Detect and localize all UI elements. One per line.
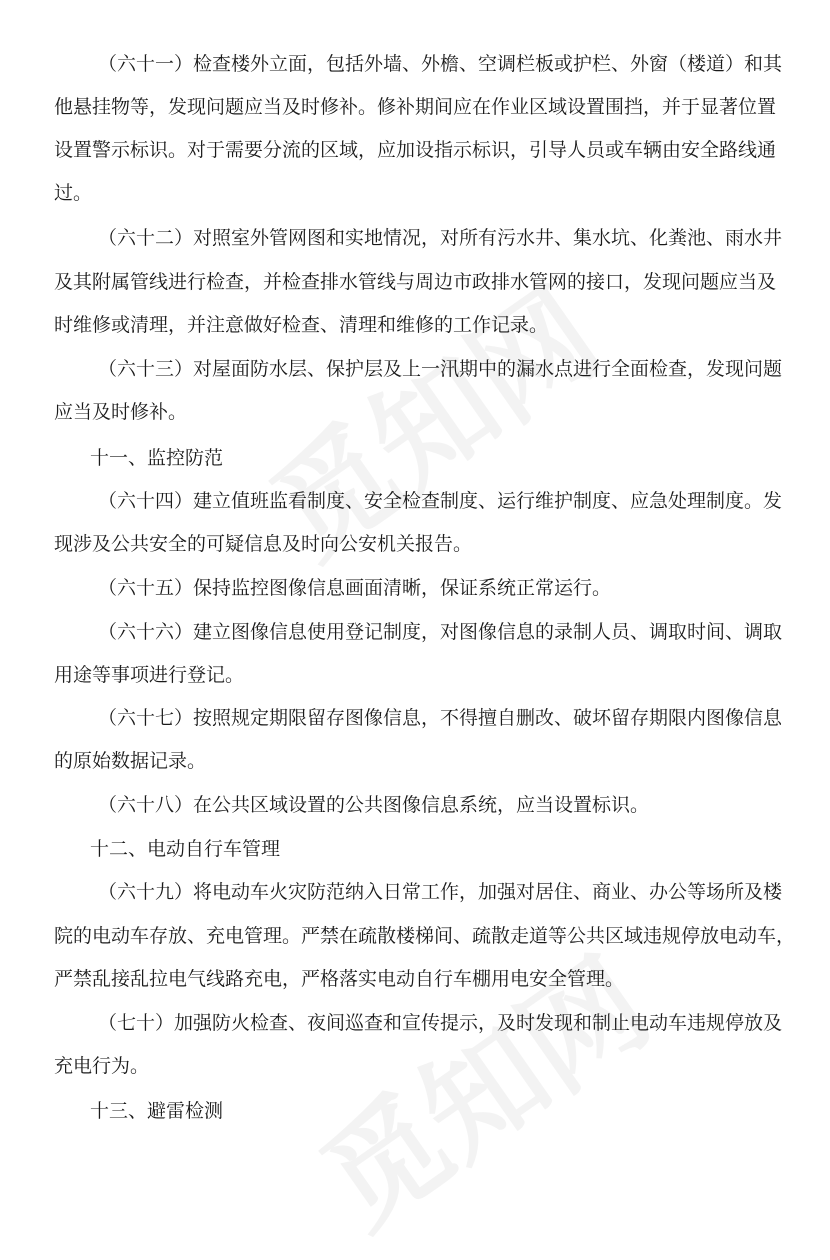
paragraph-69-line-1: （六十九）将电动车火灾防范纳入日常工作，加强对居住、商业、办公等场所及楼 [98, 881, 783, 903]
paragraph-61-line-4: 过。 [54, 182, 93, 204]
paragraph-61-line-2: 他悬挂物等，发现问题应当及时修补。修补期间应在作业区域设置围挡，并于显著位置 [54, 96, 777, 118]
paragraph-61-line-1: （六十一）检查楼外立面，包括外墙、外檐、空调栏板或护栏、外窗（楼道）和其 [98, 53, 783, 75]
paragraph-62-line-1: （六十二）对照室外管网图和实地情况，对所有污水井、集水坑、化粪池、雨水井 [98, 227, 783, 249]
paragraph-67-line-2: 的原始数据记录。 [54, 750, 207, 772]
paragraph-69-line-2: 院的电动车存放、充电管理。严禁在疏散楼梯间、疏散走道等公共区域违规停放电动车， [54, 925, 796, 947]
paragraph-64-line-2: 现涉及公共安全的可疑信息及时向公安机关报告。 [54, 533, 473, 555]
paragraph-63-line-2: 应当及时修补。 [54, 401, 188, 423]
paragraph-67-line-1: （六十七）按照规定期限留存图像信息，不得擅自删改、破坏留存期限内图像信息 [98, 707, 783, 729]
section-heading-11: 十一、监控防范 [90, 447, 224, 469]
paragraph-66-line-1: （六十六）建立图像信息使用登记制度，对图像信息的录制人员、调取时间、调取 [98, 621, 783, 643]
paragraph-70-line-2: 充电行为。 [54, 1055, 150, 1077]
paragraph-64-line-1: （六十四）建立值班监看制度、安全检查制度、运行维护制度、应急处理制度。发 [98, 490, 783, 512]
paragraph-68-line-1: （六十八）在公共区域设置的公共图像信息系统，应当设置标识。 [98, 794, 650, 816]
paragraph-70-line-1: （七十）加强防火检查、夜间巡查和宣传提示，及时发现和制止电动车违规停放及 [98, 1012, 783, 1034]
section-heading-12: 十二、电动自行车管理 [90, 838, 281, 860]
paragraph-62-line-3: 时维修或清理，并注意做好检查、清理和维修的工作记录。 [54, 314, 549, 336]
paragraph-63-line-1: （六十三）对屋面防水层、保护层及上一汛期中的漏水点进行全面检查，发现问题 [98, 358, 783, 380]
section-heading-13: 十三、避雷检测 [90, 1100, 224, 1122]
paragraph-61-line-3: 设置警示标识。对于需要分流的区域，应加设指示标识，引导人员或车辆由安全路线通 [54, 139, 777, 161]
paragraph-66-line-2: 用途等事项进行登记。 [54, 664, 245, 686]
paragraph-69-line-3: 严禁乱接乱拉电气线路充电，严格落实电动自行车棚用电安全管理。 [54, 968, 625, 990]
paragraph-65-line-1: （六十五）保持监控图像信息画面清晰，保证系统正常运行。 [98, 577, 612, 599]
paragraph-62-line-2: 及其附属管线进行检查，并检查排水管线与周边市政排水管网的接口，发现问题应当及 [54, 271, 777, 293]
watermark-lower [283, 912, 677, 1259]
